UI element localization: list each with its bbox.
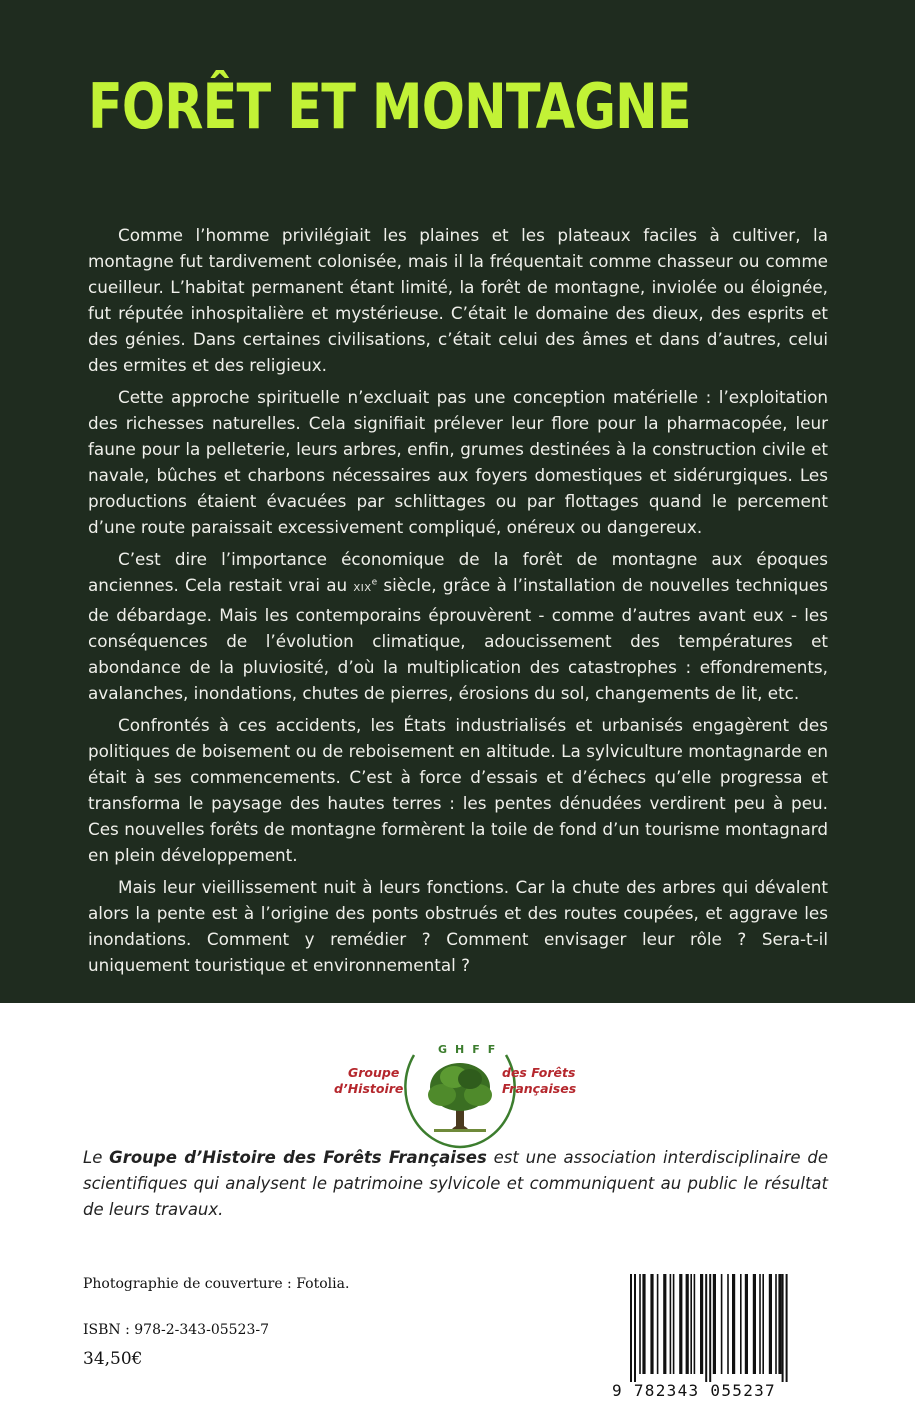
ghff-logo xyxy=(330,1025,590,1150)
barcode-bar xyxy=(657,1274,659,1374)
century-numeral: XIX xyxy=(353,583,372,594)
blurb-paragraph xyxy=(88,546,828,706)
barcode-bar xyxy=(740,1274,742,1374)
blurb-text: C’est dire l’importance économique de la forêt de montagne aux époques anciennes. Cela restait vrai au xyxy=(88,549,828,595)
barcode-digits: 9 782343 055237 xyxy=(612,1381,776,1400)
barcode xyxy=(628,1274,836,1384)
barcode-bar xyxy=(700,1274,703,1374)
barcode-bar xyxy=(694,1274,696,1374)
barcode-bar xyxy=(775,1274,777,1374)
blurb-paragraph: Cette approche spirituelle n’excluait pas une conception matérielle : l’exploitation des richesses naturelles. Cela signifiait prélever leur flore pour la pharmacopée, leur faune pour la pelleterie, leurs arbres, enfin, grumes destinées à la construction civile et navale, bûches et charbons nécessaires aux foyers domestiques et sidérurgiques. Les productions étaient évacuées par schlittages ou par flottages quand le percement d’une route paraissait excessivement compliqué, onéreux ou dangereux. xyxy=(88,387,828,537)
barcode-bar xyxy=(639,1274,641,1374)
barcode-guard-bar xyxy=(709,1274,711,1382)
barcode-bar xyxy=(690,1274,692,1374)
barcode-bar xyxy=(679,1274,682,1374)
barcode-bar xyxy=(762,1274,764,1374)
barcode-bar xyxy=(759,1274,761,1374)
assoc-suffix: est une association interdisciplinaire de scientifiques qui analysent le patrimoine sylvicole et communiquent au public le résultat de leurs travaux. xyxy=(83,1148,828,1219)
logo-right-line1: des Forêts xyxy=(502,1065,576,1080)
barcode-guard-bar xyxy=(705,1274,707,1382)
barcode-bar xyxy=(745,1274,748,1374)
barcode-guard-bar xyxy=(786,1274,788,1382)
assoc-prefix: Le xyxy=(83,1148,110,1167)
barcode-bar xyxy=(721,1274,723,1374)
book-title: FORÊT ET MONTAGNE xyxy=(88,70,691,143)
logo-acronym: GHFF xyxy=(438,1043,504,1056)
logo-right-line2: Françaises xyxy=(502,1081,577,1096)
barcode-bar xyxy=(642,1274,645,1374)
barcode-bar xyxy=(663,1274,666,1374)
barcode-bar xyxy=(713,1274,716,1374)
barcode-bar xyxy=(732,1274,735,1374)
barcode-bar xyxy=(769,1274,772,1374)
logo-left-line2: d’Histoire xyxy=(334,1081,404,1096)
century-suffix: e xyxy=(371,577,378,588)
blurb-paragraph: Comme l’homme privilégiait les plaines et les plateaux faciles à cultiver, la montagne fut tardivement colonisée, mais il la fréquentait comme chasseur ou comme cueilleur. L’habitat permanent étant limité, la forêt de montagne, inviolée ou éloignée, fut réputée inhospitalière et mystérieuse. C’était le domaine des dieux, des esprits et des génies. Dans certaines civilisations, c’était celui des âmes et dans d’autres, celui des ermites et des religieux. xyxy=(88,225,828,375)
blurb-paragraph: Confrontés à ces accidents, les États industrialisés et urbanisés engagèrent des politiques de boisement ou de reboisement en altitude. La sylviculture montagnarde en était à ses commencements. C’est à force d’essais et d’échecs qu’elle progressa et transforma le paysage des hautes terres : les pentes dénudées verdirent peu à peu. Ces nouvelles forêts de montagne formèrent la toile de fond d’un tourisme montagnard en plein développement. xyxy=(88,715,828,865)
logo-left-line1: Groupe xyxy=(348,1065,400,1080)
oak-tree-icon xyxy=(428,1063,492,1132)
barcode-guard-bar xyxy=(630,1274,632,1382)
blurb xyxy=(88,222,828,984)
barcode-bar xyxy=(727,1274,729,1374)
barcode-bar xyxy=(673,1274,675,1374)
price: 34,50€ xyxy=(83,1349,143,1369)
barcode-bar xyxy=(778,1274,781,1374)
barcode-guard-bar xyxy=(634,1274,636,1382)
barcode-bars xyxy=(628,1274,836,1384)
barcode-guard-bar xyxy=(782,1274,784,1382)
blurb-paragraph: Mais leur vieillissement nuit à leurs fonctions. Car la chute des arbres qui dévalent alors la pente est à l’origine des ponts obstrués et des routes coupées, et aggrave les inondations. Comment y remédier ? Comment envisager leur rôle ? Sera-t-il uniquement touristique et environnemental ? xyxy=(88,877,828,975)
barcode-bar xyxy=(753,1274,756,1374)
barcode-bar xyxy=(650,1274,653,1374)
association-name: Groupe d’Histoire des Forêts Françaises xyxy=(109,1148,487,1167)
barcode-bar xyxy=(686,1274,689,1374)
barcode-bar xyxy=(670,1274,672,1374)
isbn: ISBN : 978-2-343-05523-7 xyxy=(83,1322,269,1338)
blurb-text: siècle, grâce à l’installation de nouvelles techniques de débardage. Mais les contemporains éprouvèrent - comme d’autres avant eux - les conséquences de l’évolution climatique, adoucissement des températures et abondance de la pluviosité, d’où la multiplication des catastrophes : effondrements, avalanches, inondations, chutes de pierres, érosions du sol, changements de lit, etc. xyxy=(88,575,828,703)
photo-credit: Photographie de couverture : Fotolia. xyxy=(83,1276,350,1292)
association-description xyxy=(83,1145,828,1223)
